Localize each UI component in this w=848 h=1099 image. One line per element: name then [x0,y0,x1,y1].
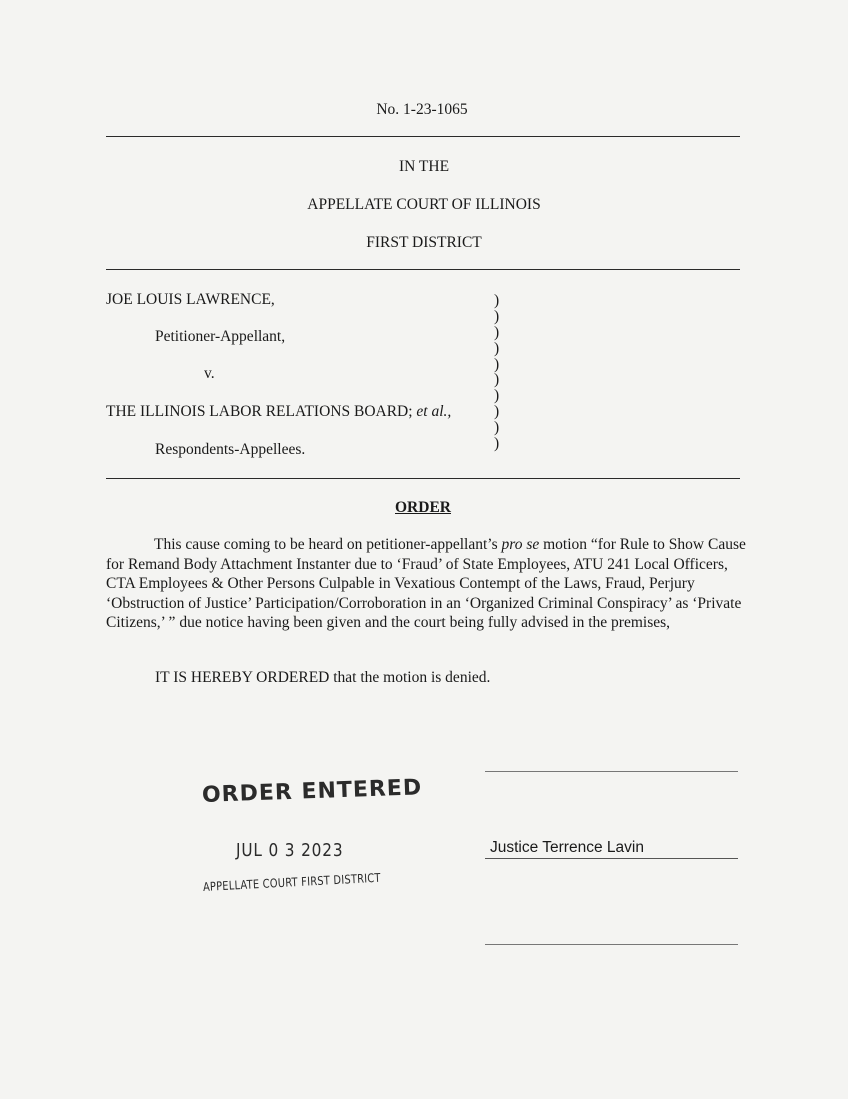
signature-line-1 [485,771,738,772]
court-line2-text: APPELLATE COURT OF ILLINOIS [307,196,541,213]
respondent-et-al: et al., [416,403,452,420]
divider-heading [106,269,740,270]
court-heading-line3 [0,233,848,253]
court-heading-line2 [0,195,848,215]
justice-name: Justice Terrence Lavin [490,839,644,856]
paren: ) [494,419,500,437]
case-number [0,100,848,120]
petitioner-name: JOE LOUIS LAWRENCE, [106,291,275,308]
order-para-italic: pro se [501,536,540,553]
paren: ) [494,371,500,389]
respondent-name-text: THE ILLINOIS LABOR RELATIONS BOARD; [106,403,413,420]
order-para-rest: motion “for Rule to Show Cause for Remand Body Attachment Instanter due to ‘Fraud’ of State Employees, ATU 241 Local Officers, CTA Employees & Other Persons Culpable in Vexatious Contempt of the Laws, Fraud, Perjury ‘Obstruction of Justice’ Participation/Corroboration in an ‘Organized Criminal Conspiracy’ as ‘Private Citizens,’ ” due notice having been given and the court being fully advised in the premises, [106,536,746,632]
court-heading-line1 [0,157,848,177]
order-ruling: IT IS HEREBY ORDERED that the motion is denied. [155,669,491,686]
paren: ) [494,307,500,325]
order-title: ORDER [395,499,451,516]
paren: ) [494,292,500,309]
respondent-role: Respondents-Appellees. [155,441,306,458]
versus: v. [204,365,215,382]
order-paragraph [106,535,746,633]
case-number-text: No. 1-23-1065 [376,101,468,118]
stamp-court: APPELLATE COURT FIRST DISTRICT [202,870,382,894]
signature-line-3 [485,944,738,945]
court-line3-text: FIRST DISTRICT [366,234,482,251]
petitioner-role: Petitioner-Appellant, [155,328,286,345]
paren: ) [494,403,500,421]
divider-top [106,136,740,137]
order-para-start: This cause coming to be heard on petitioner-appellant’s [154,536,498,553]
court-line1-text: IN THE [398,158,450,175]
stamp-title: ORDER ENTERED [201,775,423,808]
signature-line-2 [485,858,738,859]
respondent-name [106,402,451,422]
paren: ) [494,435,500,453]
paren: ) [494,323,500,341]
paren: ) [494,355,500,373]
paren: ) [494,387,500,405]
caption-parentheses [494,293,499,452]
stamp-date: JUL 0 3 2023 [236,840,344,861]
paren: ) [494,339,500,357]
divider-caption [106,478,740,479]
